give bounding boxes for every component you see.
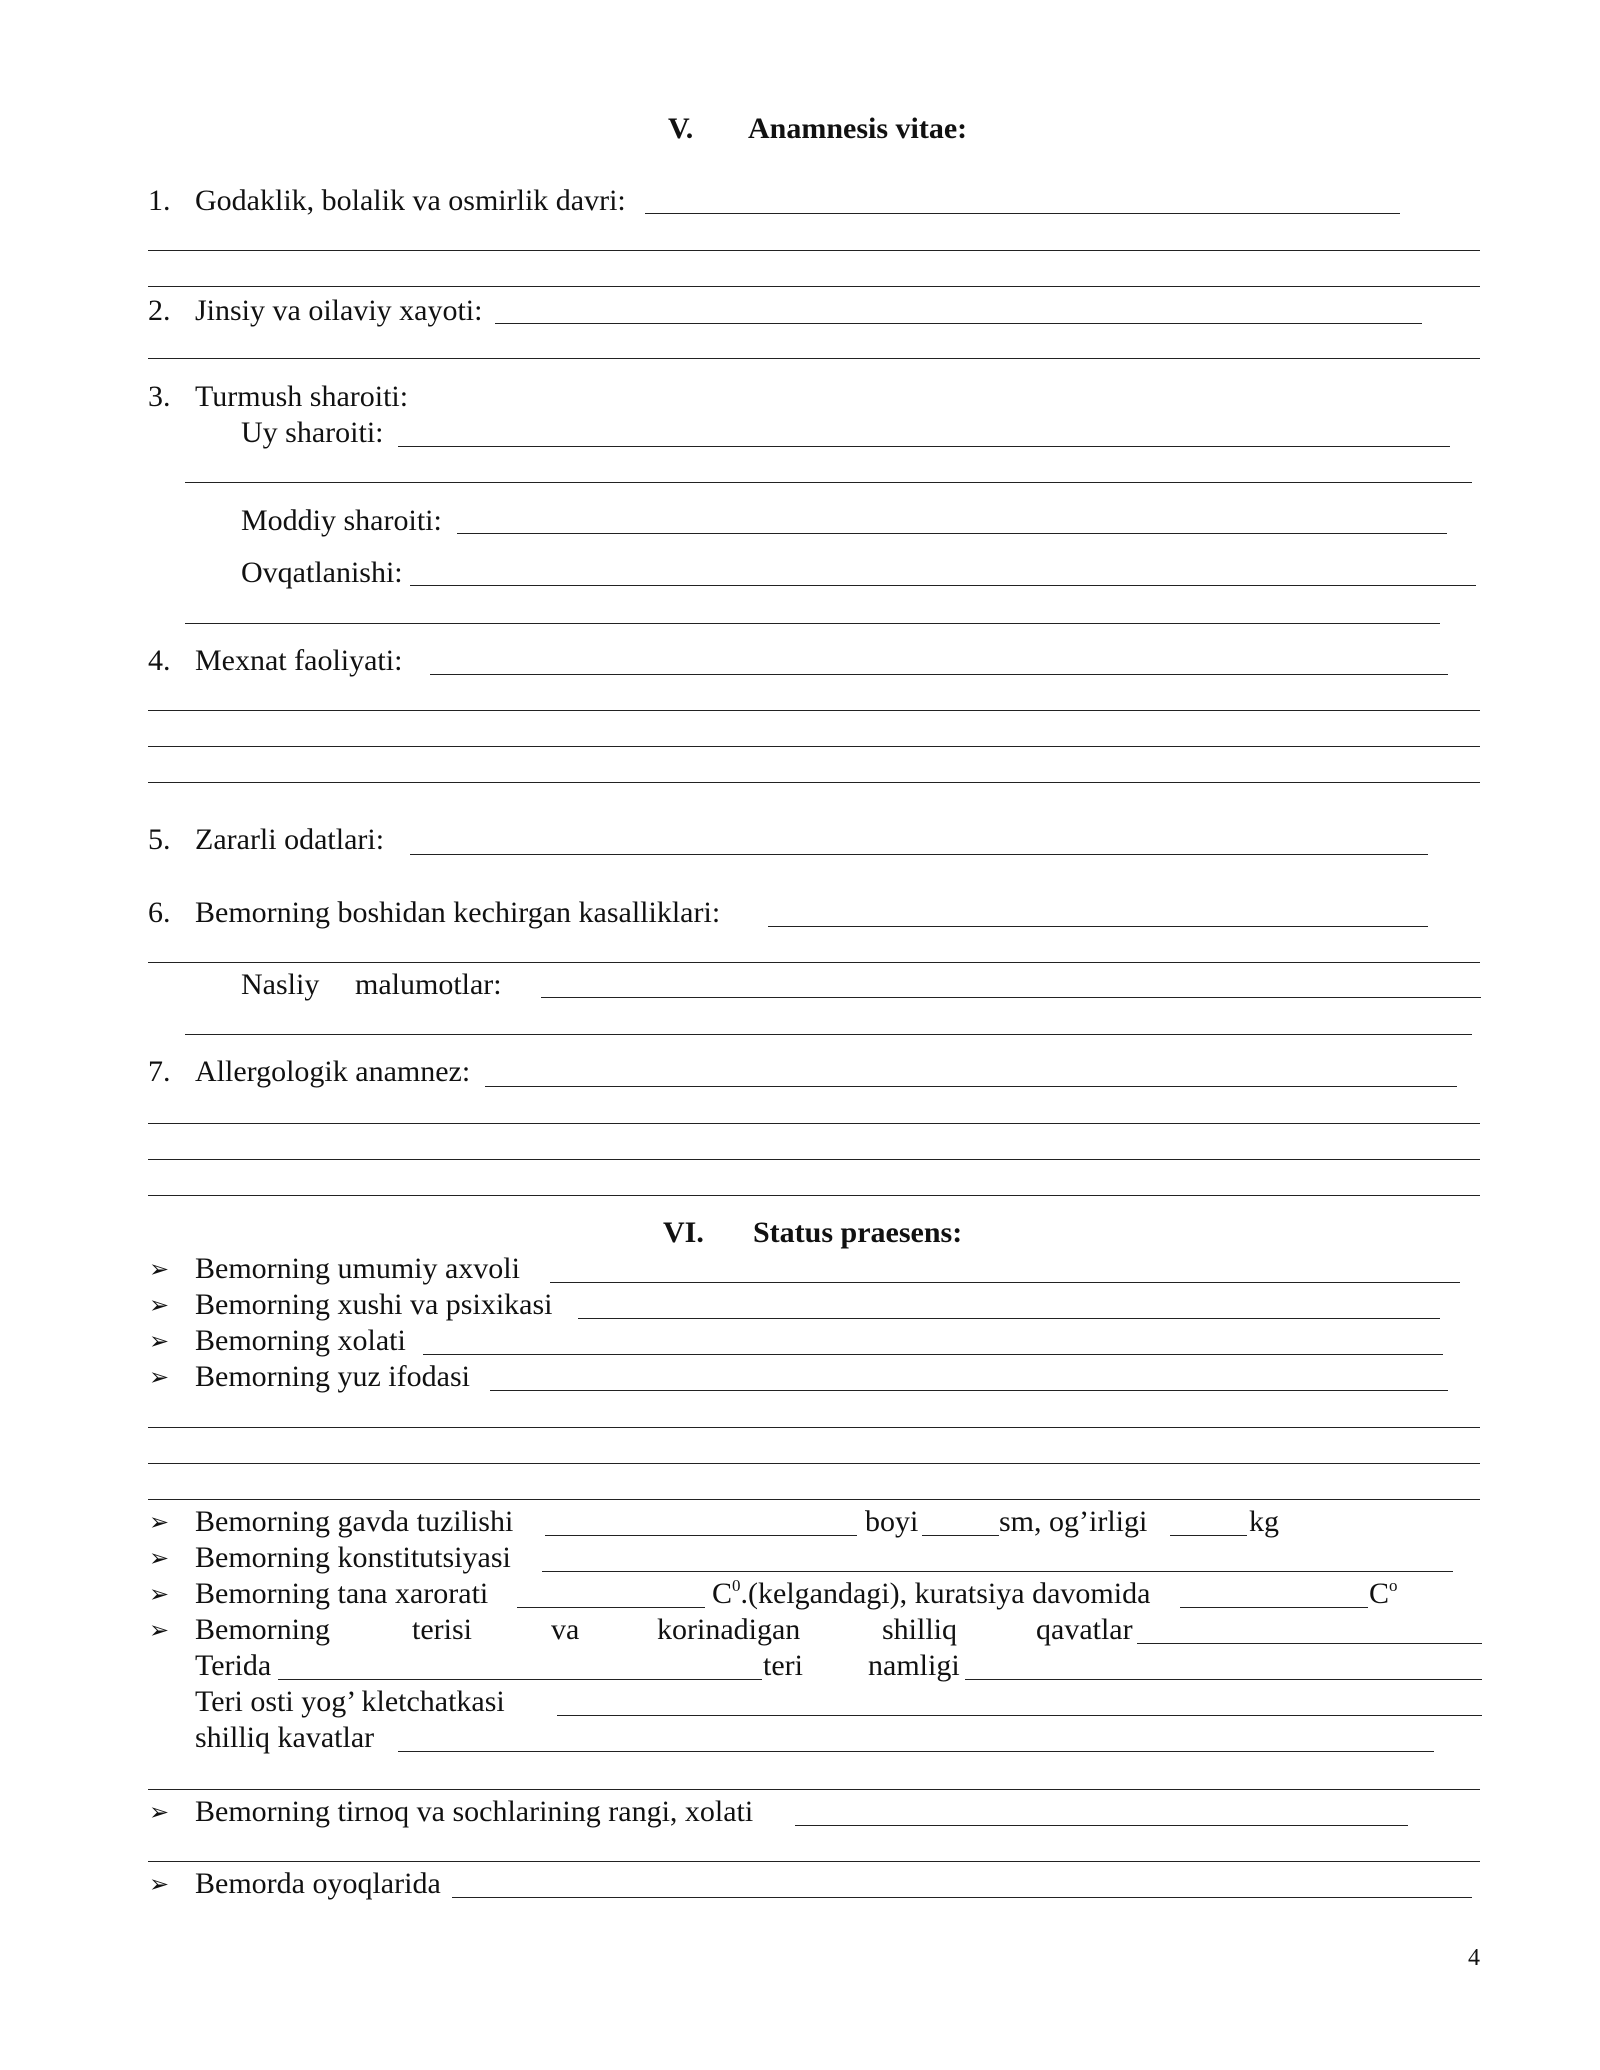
arrowhead-bullet-icon: ➢ xyxy=(149,1255,170,1283)
teri-osti-field[interactable] xyxy=(557,1715,1482,1716)
kg-label: kg xyxy=(1249,1505,1279,1538)
item-1-field-line[interactable] xyxy=(148,286,1480,287)
shilliq-kavatlar-field-line[interactable] xyxy=(148,1789,1480,1790)
terida-field[interactable] xyxy=(278,1679,762,1680)
oyoqlarida-label: Bemorda oyoqlarida xyxy=(195,1867,441,1900)
konstitutsiyasi-label: Bemorning konstitutsiyasi xyxy=(195,1541,511,1574)
item-4-field-line[interactable] xyxy=(148,782,1480,783)
sm-ogirligi-label: sm, og’irligi xyxy=(999,1505,1148,1538)
item-7-field-line[interactable] xyxy=(148,1159,1480,1160)
tana-xarorati-field[interactable] xyxy=(517,1607,705,1608)
yuz-ifodasi-field[interactable] xyxy=(490,1390,1448,1391)
xushi-psixikasi-field[interactable] xyxy=(578,1318,1440,1319)
section-v-number: V. xyxy=(668,112,694,145)
yuz-ifodasi-field-line[interactable] xyxy=(148,1499,1480,1500)
gavda-tuzilishi-label: Bemorning gavda tuzilishi xyxy=(195,1505,514,1538)
teri-label-word: qavatlar xyxy=(1036,1613,1133,1646)
xolati-label: Bemorning xolati xyxy=(195,1324,406,1357)
item-6-label: Bemorning boshidan kechirgan kasalliklari: xyxy=(195,896,721,929)
teri-label-word: terisi xyxy=(412,1613,472,1646)
item-1-field[interactable] xyxy=(645,213,1400,214)
teri-label: teri xyxy=(763,1649,803,1682)
boyi-field[interactable] xyxy=(922,1535,999,1536)
tana-xarorati-label: Bemorning tana xarorati xyxy=(195,1577,489,1610)
terida-label: Terida xyxy=(195,1649,272,1682)
ovqatlanishi-label: Ovqatlanishi: xyxy=(241,556,403,589)
nasliy-field[interactable] xyxy=(541,997,1481,998)
celsius-label: $C^o$ xyxy=(1369,1576,1398,1610)
item-3-label: Turmush sharoiti: xyxy=(195,380,409,413)
ovqatlanishi-field-line[interactable] xyxy=(185,623,1440,624)
item-4-field[interactable] xyxy=(430,674,1448,675)
section-vi-number: VI. xyxy=(663,1216,704,1249)
item-7-label: Allergologik anamnez: xyxy=(195,1055,471,1088)
item-7-field-line[interactable] xyxy=(148,1123,1480,1124)
arrowhead-bullet-icon: ➢ xyxy=(149,1327,170,1355)
moddiy-sharoiti-label: Moddiy sharoiti: xyxy=(241,504,442,537)
item-4-field-line[interactable] xyxy=(148,710,1480,711)
item-4-field-line[interactable] xyxy=(148,746,1480,747)
section-v-title: Anamnesis vitae: xyxy=(748,112,968,145)
nasliy-label: Nasliy xyxy=(241,968,320,1001)
teri-osti-label: Teri osti yog’ kletchatkasi xyxy=(195,1685,505,1718)
yuz-ifodasi-field-line[interactable] xyxy=(148,1463,1480,1464)
namligi-label: namligi xyxy=(868,1649,960,1682)
shilliq-kavatlar-field[interactable] xyxy=(398,1751,1434,1752)
item-5-number: 5. xyxy=(148,823,171,856)
arrowhead-bullet-icon: ➢ xyxy=(149,1291,170,1319)
item-7-number: 7. xyxy=(148,1055,171,1088)
item-4-label: Mexnat faoliyati: xyxy=(195,644,403,677)
uy-sharoiti-field[interactable] xyxy=(398,446,1450,447)
arrowhead-bullet-icon: ➢ xyxy=(149,1798,170,1826)
konstitutsiyasi-field[interactable] xyxy=(542,1571,1453,1572)
item-7-field[interactable] xyxy=(485,1086,1457,1087)
uy-sharoiti-field-line[interactable] xyxy=(185,482,1472,483)
oyoqlarida-field[interactable] xyxy=(452,1897,1472,1898)
item-1-field-line[interactable] xyxy=(148,250,1480,251)
teri-qavatlar-field[interactable] xyxy=(1137,1643,1482,1644)
yuz-ifodasi-label: Bemorning yuz ifodasi xyxy=(195,1360,470,1393)
teri-label-word: shilliq xyxy=(882,1613,958,1646)
item-5-field[interactable] xyxy=(410,854,1428,855)
teri-label-word: Bemorning xyxy=(195,1613,330,1646)
item-1-number: 1. xyxy=(148,184,171,217)
nasliy-field-line[interactable] xyxy=(185,1034,1472,1035)
item-7-field-line[interactable] xyxy=(148,1195,1480,1196)
item-2-number: 2. xyxy=(148,294,171,327)
item-2-field-line[interactable] xyxy=(148,358,1480,359)
page-number: 4 xyxy=(1468,1945,1480,1971)
yuz-ifodasi-field-line[interactable] xyxy=(148,1427,1480,1428)
tirnoq-field[interactable] xyxy=(795,1825,1408,1826)
xolati-field[interactable] xyxy=(423,1354,1443,1355)
moddiy-sharoiti-field[interactable] xyxy=(457,533,1447,534)
arrowhead-bullet-icon: ➢ xyxy=(149,1544,170,1572)
item-6-field[interactable] xyxy=(768,926,1428,927)
kuratsiya-xarorat-field[interactable] xyxy=(1180,1607,1368,1608)
shilliq-kavatlar-label: shilliq kavatlar xyxy=(195,1721,375,1754)
item-5-label: Zararli odatlari: xyxy=(195,823,385,856)
xushi-psixikasi-label: Bemorning xushi va psixikasi xyxy=(195,1288,553,1321)
umumiy-axvoli-label: Bemorning umumiy axvoli xyxy=(195,1252,520,1285)
ogirligi-field[interactable] xyxy=(1170,1535,1247,1536)
arrowhead-bullet-icon: ➢ xyxy=(149,1616,170,1644)
arrowhead-bullet-icon: ➢ xyxy=(149,1508,170,1536)
ovqatlanishi-field[interactable] xyxy=(410,585,1476,586)
namligi-field[interactable] xyxy=(965,1679,1482,1680)
item-4-number: 4. xyxy=(148,644,171,677)
item-2-label: Jinsiy va oilaviy xayoti: xyxy=(195,294,483,327)
uy-sharoiti-label: Uy sharoiti: xyxy=(241,416,384,449)
item-6-field-line[interactable] xyxy=(148,962,1480,963)
section-vi-title: Status praesens: xyxy=(753,1216,963,1249)
item-2-field[interactable] xyxy=(495,323,1422,324)
tirnoq-field-line[interactable] xyxy=(148,1861,1480,1862)
arrowhead-bullet-icon: ➢ xyxy=(149,1580,170,1608)
tirnoq-label: Bemorning tirnoq va sochlarining rangi, xolati xyxy=(195,1795,754,1828)
umumiy-axvoli-field[interactable] xyxy=(550,1282,1460,1283)
item-1-label: Godaklik, bolalik va osmirlik davri: xyxy=(195,184,626,217)
kelgandagi-label: $C^0.(kelgandagi)$, kuratsiya davomida xyxy=(712,1576,1151,1610)
boyi-label: boyi xyxy=(865,1505,919,1538)
arrowhead-bullet-icon: ➢ xyxy=(149,1870,170,1898)
gavda-tuzilishi-field[interactable] xyxy=(545,1535,857,1536)
teri-label-word: va xyxy=(551,1613,580,1646)
arrowhead-bullet-icon: ➢ xyxy=(149,1363,170,1391)
teri-label-word: korinadigan xyxy=(657,1613,801,1646)
item-3-number: 3. xyxy=(148,380,171,413)
item-6-number: 6. xyxy=(148,896,171,929)
malumotlar-label: malumotlar: xyxy=(355,968,502,1001)
